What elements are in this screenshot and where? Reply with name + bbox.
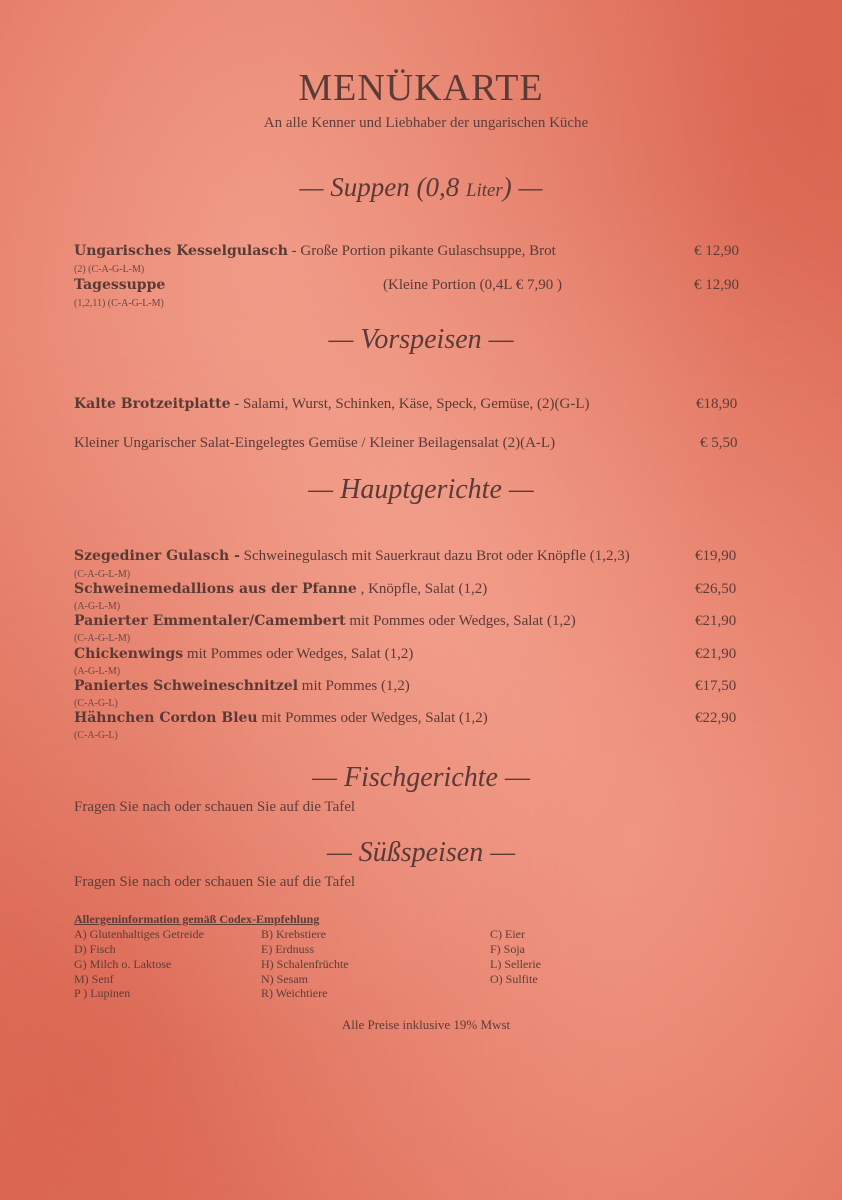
allergen-codes: (C-A-G-L-M) xyxy=(74,569,131,580)
fisch-note: Fragen Sie nach oder schauen Sie auf die Tafel xyxy=(74,799,356,815)
item-price: € 12,90 xyxy=(694,243,739,259)
menu-item: Panierter Emmentaler/Camembert mit Pommes oder Wedges, Salat (1,2) xyxy=(74,613,576,629)
menu-item: Tagessuppe xyxy=(74,277,166,293)
menu-item: Kleiner Ungarischer Salat-Eingelegtes Gemüse / Kleiner Beilagensalat (2)(A-L) xyxy=(74,435,556,451)
item-price: €21,90 xyxy=(695,613,737,629)
allergen-codes: (C-A-G-L) xyxy=(74,730,118,741)
allergen-info-title: Allergeninformation gemäß Codex-Empfehlung xyxy=(74,912,320,926)
footer-note: Alle Preise inklusive 19% Mwst xyxy=(341,1017,511,1032)
menu-item: Ungarisches Kesselgulasch - Große Portion pikante Gulaschsuppe, Brot xyxy=(74,243,556,259)
allergen-entry: F) Soja xyxy=(490,942,526,956)
allergen-entry: R) Weichtiere xyxy=(261,986,328,1000)
menu-item: Kalte Brotzeitplatte - Salami, Wurst, Schinken, Käse, Speck, Gemüse, (2)(G-L) xyxy=(74,396,590,412)
item-price: € 12,90 xyxy=(694,277,739,293)
item-price: €19,90 xyxy=(695,548,737,564)
allergen-codes: (C-A-G-L) xyxy=(74,698,118,709)
allergen-entry: M) Senf xyxy=(74,972,114,986)
item-description: (Kleine Portion (0,4L € 7,90 ) xyxy=(383,277,562,293)
suess-note: Fragen Sie nach oder schauen Sie auf die Tafel xyxy=(74,874,356,890)
allergen-codes: (A-G-L-M) xyxy=(74,666,121,677)
page-subtitle: An alle Kenner und Liebhaber der ungarischen Küche xyxy=(263,115,589,131)
allergen-entry: L) Sellerie xyxy=(490,957,541,971)
section-title-suppen: — Suppen (0,8 Liter) — xyxy=(299,172,543,202)
section-title-vorspeisen: — Vorspeisen — xyxy=(328,324,514,355)
allergen-entry: B) Krebstiere xyxy=(261,927,326,941)
page-title: MENÜKARTE xyxy=(298,67,544,109)
item-price: €17,50 xyxy=(695,678,737,694)
allergen-codes: (C-A-G-L-M) xyxy=(74,633,131,644)
item-price: €26,50 xyxy=(695,581,737,597)
menu-item: Schweinemedallions aus der Pfanne , Knöpfle, Salat (1,2) xyxy=(74,581,488,597)
allergen-entry: E) Erdnuss xyxy=(261,942,314,956)
item-price: €21,90 xyxy=(695,646,737,662)
allergen-entry: P ) Lupinen xyxy=(74,986,131,1000)
allergen-entry: O) Sulfite xyxy=(490,972,538,986)
allergen-codes: (2) (C-A-G-L-M) xyxy=(74,264,145,275)
allergen-entry: N) Sesam xyxy=(261,972,308,986)
menu-item: Chickenwings mit Pommes oder Wedges, Salat (1,2) xyxy=(74,646,414,662)
allergen-entry: D) Fisch xyxy=(74,942,116,956)
item-price: € 5,50 xyxy=(700,435,738,451)
allergen-entry: H) Schalenfrüchte xyxy=(261,957,349,971)
menu-item: Paniertes Schweineschnitzel mit Pommes (1,2) xyxy=(74,678,410,694)
allergen-codes: (A-G-L-M) xyxy=(74,601,121,612)
menu-item: Szegediner Gulasch - Schweinegulasch mit Sauerkraut dazu Brot oder Knöpfle (1,2,3) xyxy=(74,548,630,564)
allergen-entry: A) Glutenhaltiges Getreide xyxy=(74,927,204,941)
item-price: €18,90 xyxy=(696,396,738,412)
section-title-suessspeisen: — Süßspeisen — xyxy=(326,837,516,868)
item-price: €22,90 xyxy=(695,710,737,726)
allergen-entry: G) Milch o. Laktose xyxy=(74,957,172,971)
section-title-fischgerichte: — Fischgerichte — xyxy=(312,762,530,793)
menu-item: Hähnchen Cordon Bleu mit Pommes oder Wedges, Salat (1,2) xyxy=(74,710,488,726)
section-title-hauptgerichte: — Hauptgerichte — xyxy=(308,474,534,505)
allergen-entry: C) Eier xyxy=(490,927,525,941)
allergen-codes: (1,2,11) (C-A-G-L-M) xyxy=(74,298,164,309)
